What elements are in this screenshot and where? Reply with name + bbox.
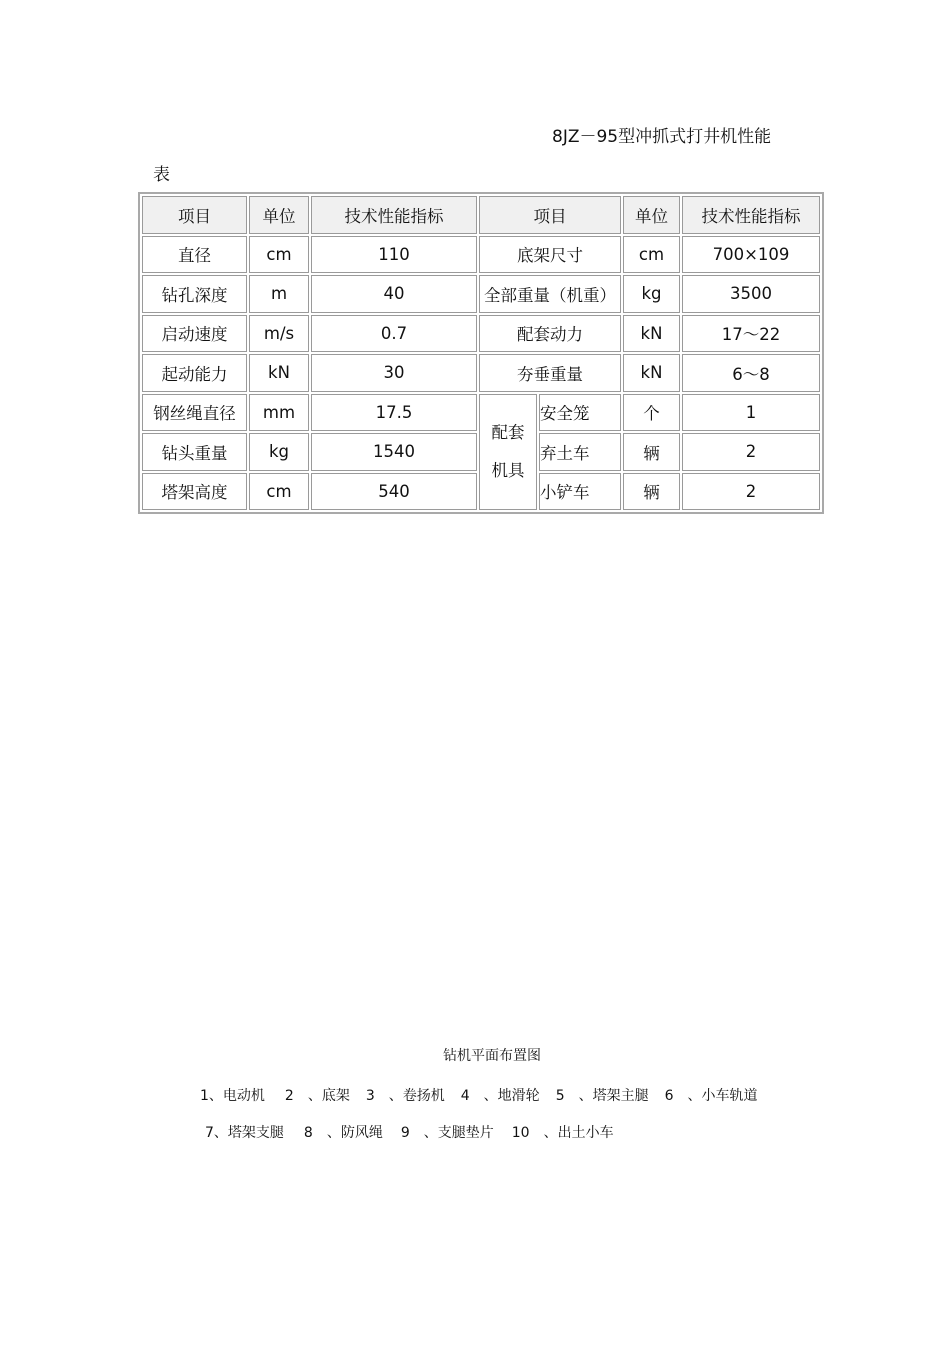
table-cell: 1: [682, 394, 820, 432]
header-cell: 单位: [249, 196, 309, 234]
header-cell: 技术性能指标: [682, 196, 820, 234]
table-cell: kg: [249, 433, 309, 471]
table-cell: 弃土车: [539, 433, 621, 471]
table-cell: 17～22: [682, 315, 820, 353]
table-cell: m: [249, 275, 309, 313]
table-cell: 2: [682, 433, 820, 471]
table-cell: 6～8: [682, 354, 820, 392]
table-cell: 安全笼: [539, 394, 621, 432]
table-header-row: [142, 196, 820, 234]
table-row: [142, 236, 820, 274]
table-cell: kN: [623, 354, 680, 392]
header-cell: 单位: [623, 196, 680, 234]
table-title: 8JZ－95型冲抓式打井机性能: [552, 127, 772, 147]
table-cell: 全部重量（机重）: [479, 275, 621, 313]
table-cell: 30: [311, 354, 477, 392]
table-cell: m/s: [249, 315, 309, 353]
table-cell: 1540: [311, 433, 477, 471]
table-row: [142, 394, 820, 432]
figure-legend-line: [205, 1122, 614, 1142]
table-cell: 110: [311, 236, 477, 274]
table-cell: 底架尺寸: [479, 236, 621, 274]
table-cell: mm: [249, 394, 309, 432]
figure-caption: 钻机平面布置图: [443, 1048, 541, 1064]
group-label-cell: [479, 394, 537, 511]
legend-item: 4 、地滑轮: [460, 1088, 540, 1104]
performance-table: [138, 192, 824, 514]
table-cell: 17.5: [311, 394, 477, 432]
legend-item: 8 、防风绳: [303, 1125, 383, 1141]
table-row: [142, 275, 820, 313]
table-cell: kg: [623, 275, 680, 313]
legend-item: 9 、支腿垫片: [400, 1125, 494, 1141]
table-cell: 40: [311, 275, 477, 313]
table-cell: 塔架高度: [142, 473, 247, 511]
header-cell: 技术性能指标: [311, 196, 477, 234]
table-cell: 个: [623, 394, 680, 432]
table-cell: 配套动力: [479, 315, 621, 353]
legend-item: 6 、小车轨道: [664, 1088, 758, 1104]
table-row: [142, 354, 820, 392]
legend-item: 7、塔架支腿: [205, 1125, 284, 1141]
table-cell: 小铲车: [539, 473, 621, 511]
table-cell: 2: [682, 473, 820, 511]
table-cell: kN: [249, 354, 309, 392]
table-cell: 700×109: [682, 236, 820, 274]
table-cell: 起动能力: [142, 354, 247, 392]
table-cell: 钢丝绳直径: [142, 394, 247, 432]
legend-item: 10 、出土小车: [511, 1125, 614, 1141]
table-cell: 0.7: [311, 315, 477, 353]
table-cell: 启动速度: [142, 315, 247, 353]
table-cell: kN: [623, 315, 680, 353]
table-cell: 540: [311, 473, 477, 511]
table-cell: cm: [249, 236, 309, 274]
figure-legend-line: [200, 1085, 758, 1105]
table-cell: 辆: [623, 473, 680, 511]
table-cell: cm: [249, 473, 309, 511]
table-cell: cm: [623, 236, 680, 274]
legend-item: 3 、卷扬机: [365, 1088, 445, 1104]
table-cell: 直径: [142, 236, 247, 274]
table-cell: 钻头重量: [142, 433, 247, 471]
table-cell: 辆: [623, 433, 680, 471]
legend-item: 5 、塔架主腿: [555, 1088, 649, 1104]
group-label-line: 配套: [491, 422, 525, 442]
table-title-continuation: 表: [153, 165, 170, 185]
table-cell: 3500: [682, 275, 820, 313]
legend-item: 1、电动机: [200, 1088, 265, 1104]
table-row: [142, 315, 820, 353]
table-cell: 夯垂重量: [479, 354, 621, 392]
table-cell: 钻孔深度: [142, 275, 247, 313]
group-label-line: 机具: [491, 460, 525, 480]
legend-item: 2 、底架: [284, 1088, 350, 1104]
header-cell: 项目: [479, 196, 621, 234]
header-cell: 项目: [142, 196, 247, 234]
